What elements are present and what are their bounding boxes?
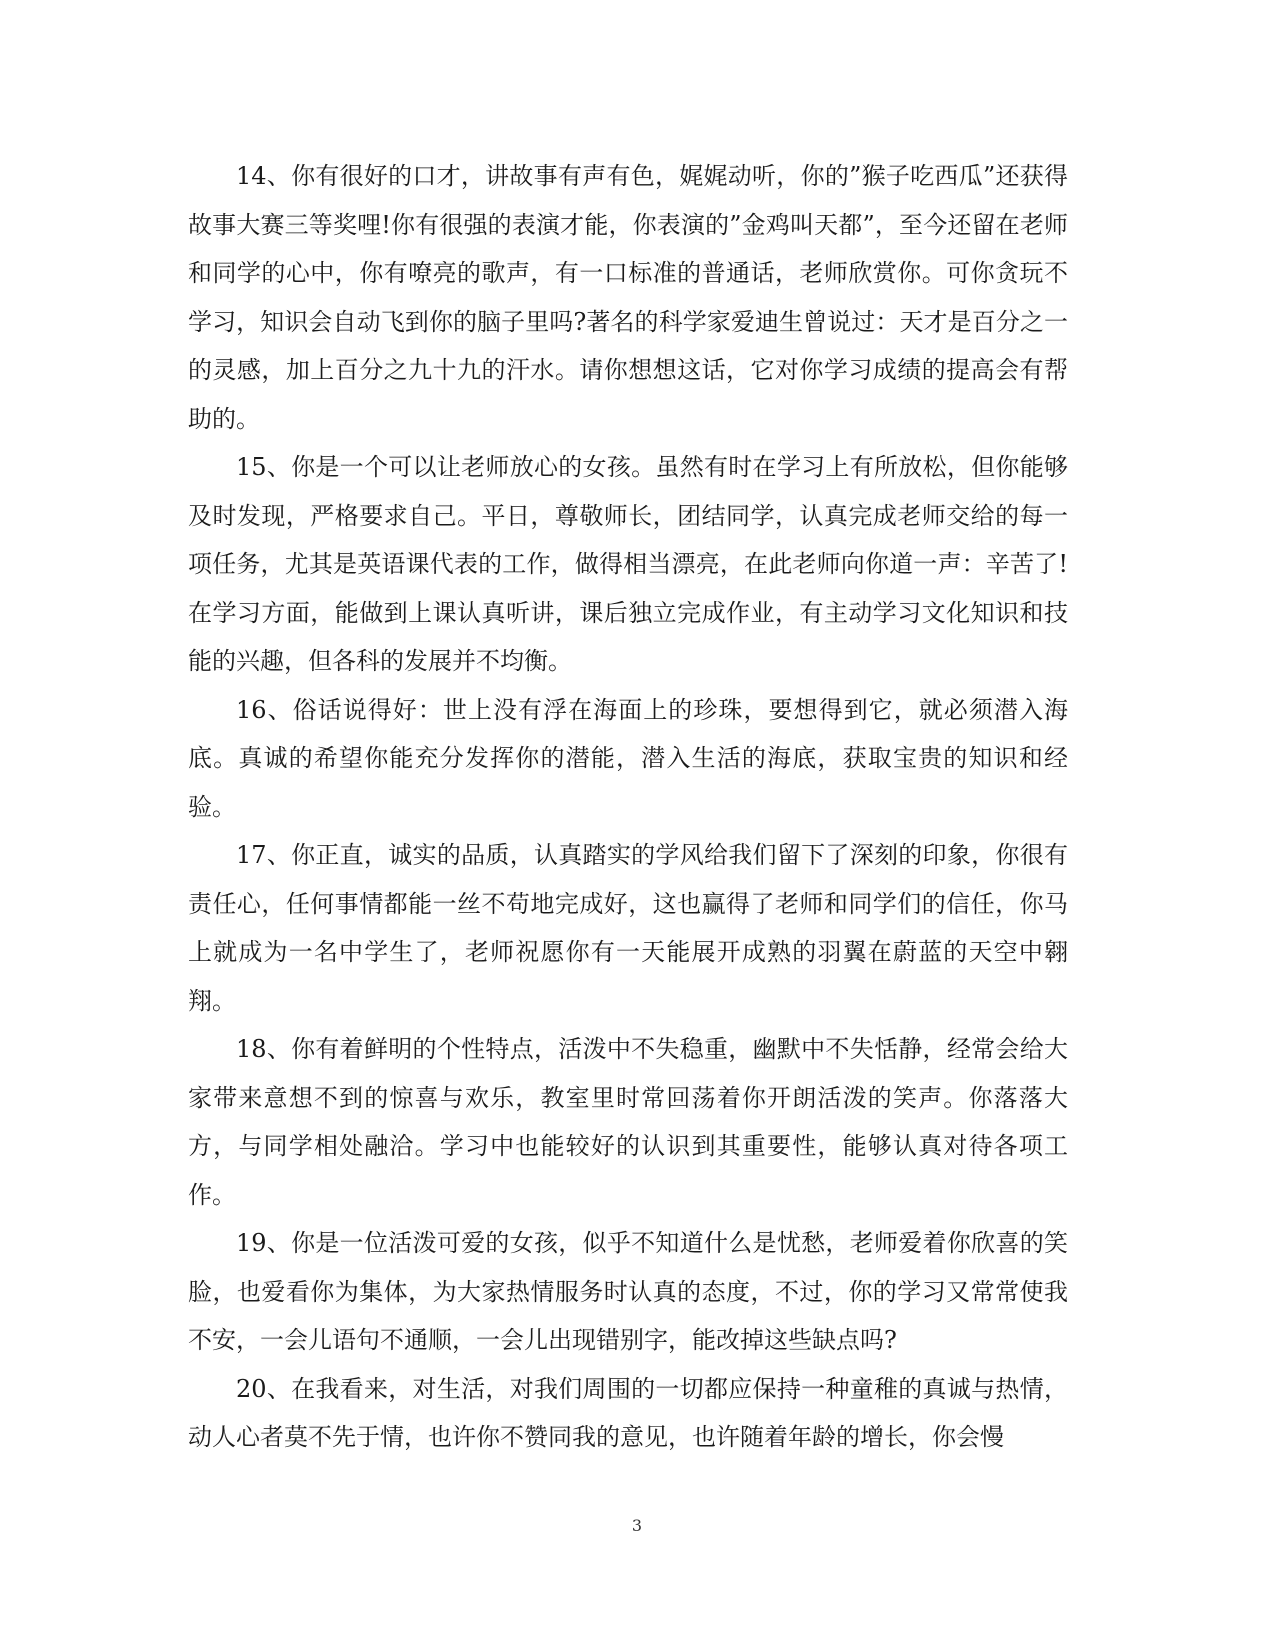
paragraph-17: 17、你正直，诚实的品质，认真踏实的学风给我们留下了深刻的印象，你很有责任心，任何事情都能一丝不苟地完成好，这也赢得了老师和同学们的信任，你马上就成为一名中学生了，老师祝愿你有一天能展开成熟的羽翼在蔚蓝的天空中翱翔。: [188, 841, 1068, 1015]
paragraph-19: 19、你是一位活泼可爱的女孩，似乎不知道什么是忧愁，老师爱着你欣喜的笑脸，也爱看你为集体，为大家热情服务时认真的态度，不过，你的学习又常常使我不安，一会儿语句不通顺，一会儿出现错别字，能改掉这些缺点吗?: [188, 1229, 1068, 1354]
page-body: [188, 152, 1068, 1462]
paragraph-16: 16、俗话说得好：世上没有浮在海面上的珍珠，要想得到它，就必须潜入海底。真诚的希望你能充分发挥你的潜能，潜入生活的海底，获取宝贵的知识和经验。: [188, 695, 1068, 821]
paragraph-20: 20、在我看来，对生活，对我们周围的一切都应保持一种童稚的真诚与热情，动人心者莫不先于情，也许你不赞同我的意见，也许随着年龄的增长，你会慢: [188, 1374, 1068, 1451]
paragraph-14: 14、你有很好的口才，讲故事有声有色，娓娓动听，你的”猴子吃西瓜”还获得故事大赛三等奖哩!你有很强的表演才能，你表演的”金鸡叫天都”，至今还留在老师和同学的心中，你有嘹亮的歌声，有一口标准的普通话，老师欣赏你。可你贪玩不学习，知识会自动飞到你的脑子里吗?著名的科学家爱迪生曾说过：天才是百分之一的灵感，加上百分之九十九的汗水。请你想想这话，它对你学习成绩的提高会有帮助的。: [188, 162, 1068, 433]
paragraph-18: 18、你有着鲜明的个性特点，活泼中不失稳重，幽默中不失恬静，经常会给大家带来意想不到的惊喜与欢乐，教室里时常回荡着你开朗活泼的笑声。你落落大方，与同学相处融洽。学习中也能较好的认识到其重要性，能够认真对待各项工作。: [188, 1035, 1068, 1209]
page-number: 3: [631, 1516, 643, 1535]
paragraph-15: 15、你是一个可以让老师放心的女孩。虽然有时在学习上有所放松，但你能够及时发现，严格要求自己。平日，尊敬师长，团结同学，认真完成老师交给的每一项任务，尤其是英语课代表的工作，做得相当漂亮，在此老师向你道一声：辛苦了!在学习方面，能做到上课认真听讲，课后独立完成作业，有主动学习文化知识和技能的兴趣，但各科的发展并不均衡。: [188, 453, 1068, 675]
